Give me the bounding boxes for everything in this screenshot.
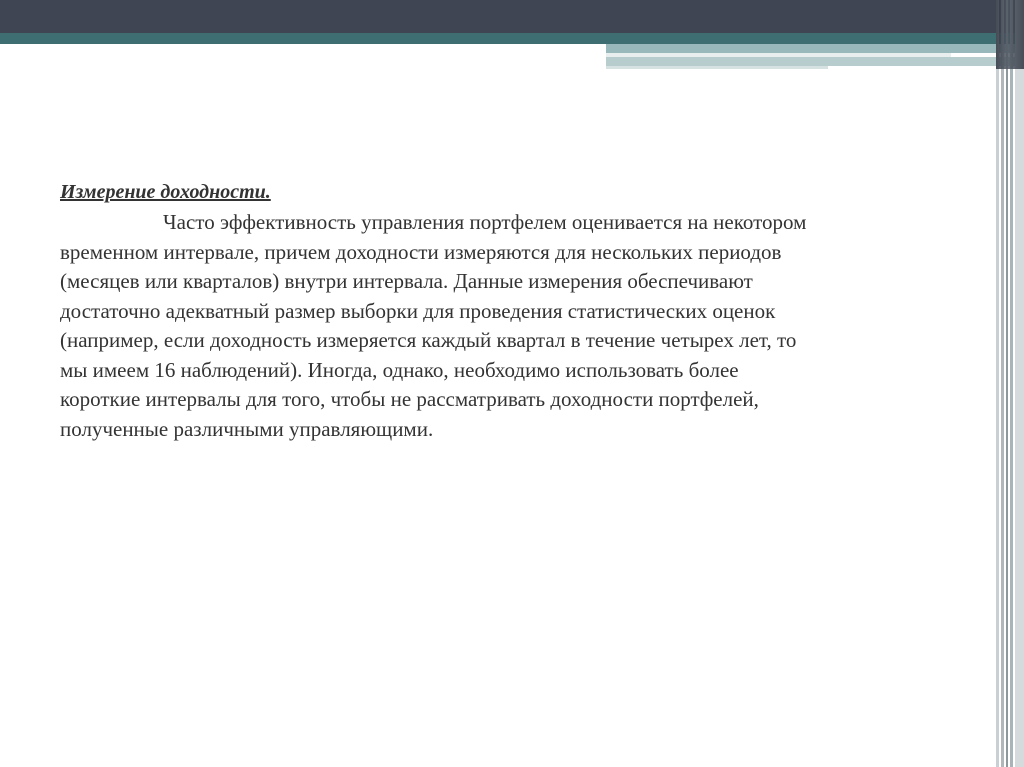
header-band-grey-lower [606,57,1024,66]
body-line: короткие интервалы для того, чтобы не рассматривать доходности портфелей, [60,387,759,411]
body-line: (месяцев или кварталов) внутри интервала. Данные измерения обеспечивают [60,269,753,293]
edge-stripe [1010,0,1013,767]
edge-stripe [1015,0,1024,767]
header-band-teal [0,33,1024,44]
header-band-grey-short [606,66,828,69]
slide-content [60,178,960,444]
header-band-dark [0,0,1024,33]
slide-body [60,208,960,444]
header-band-grey [606,44,1024,53]
body-line: полученные различными управляющими. [60,416,434,441]
body-line: (например, если доходность измеряется каждый квартал в течение четырех лет, то [60,328,797,352]
edge-stripe-top [996,0,1024,69]
slide-heading: Измерение доходности. [60,181,271,203]
body-line: Часто эффективность управления портфелем оценивается на некотором [163,210,807,234]
body-line: мы имеем 16 наблюдений). Иногда, однако, необходимо использовать более [60,357,739,382]
body-line: достаточно адекватный размер выборки для проведения статистических оценок [60,298,776,323]
edge-stripe [1006,0,1008,767]
edge-stripe [996,0,999,767]
edge-stripe [1001,0,1004,767]
body-line: временном интервале, причем доходности измеряются для нескольких периодов [60,239,782,264]
